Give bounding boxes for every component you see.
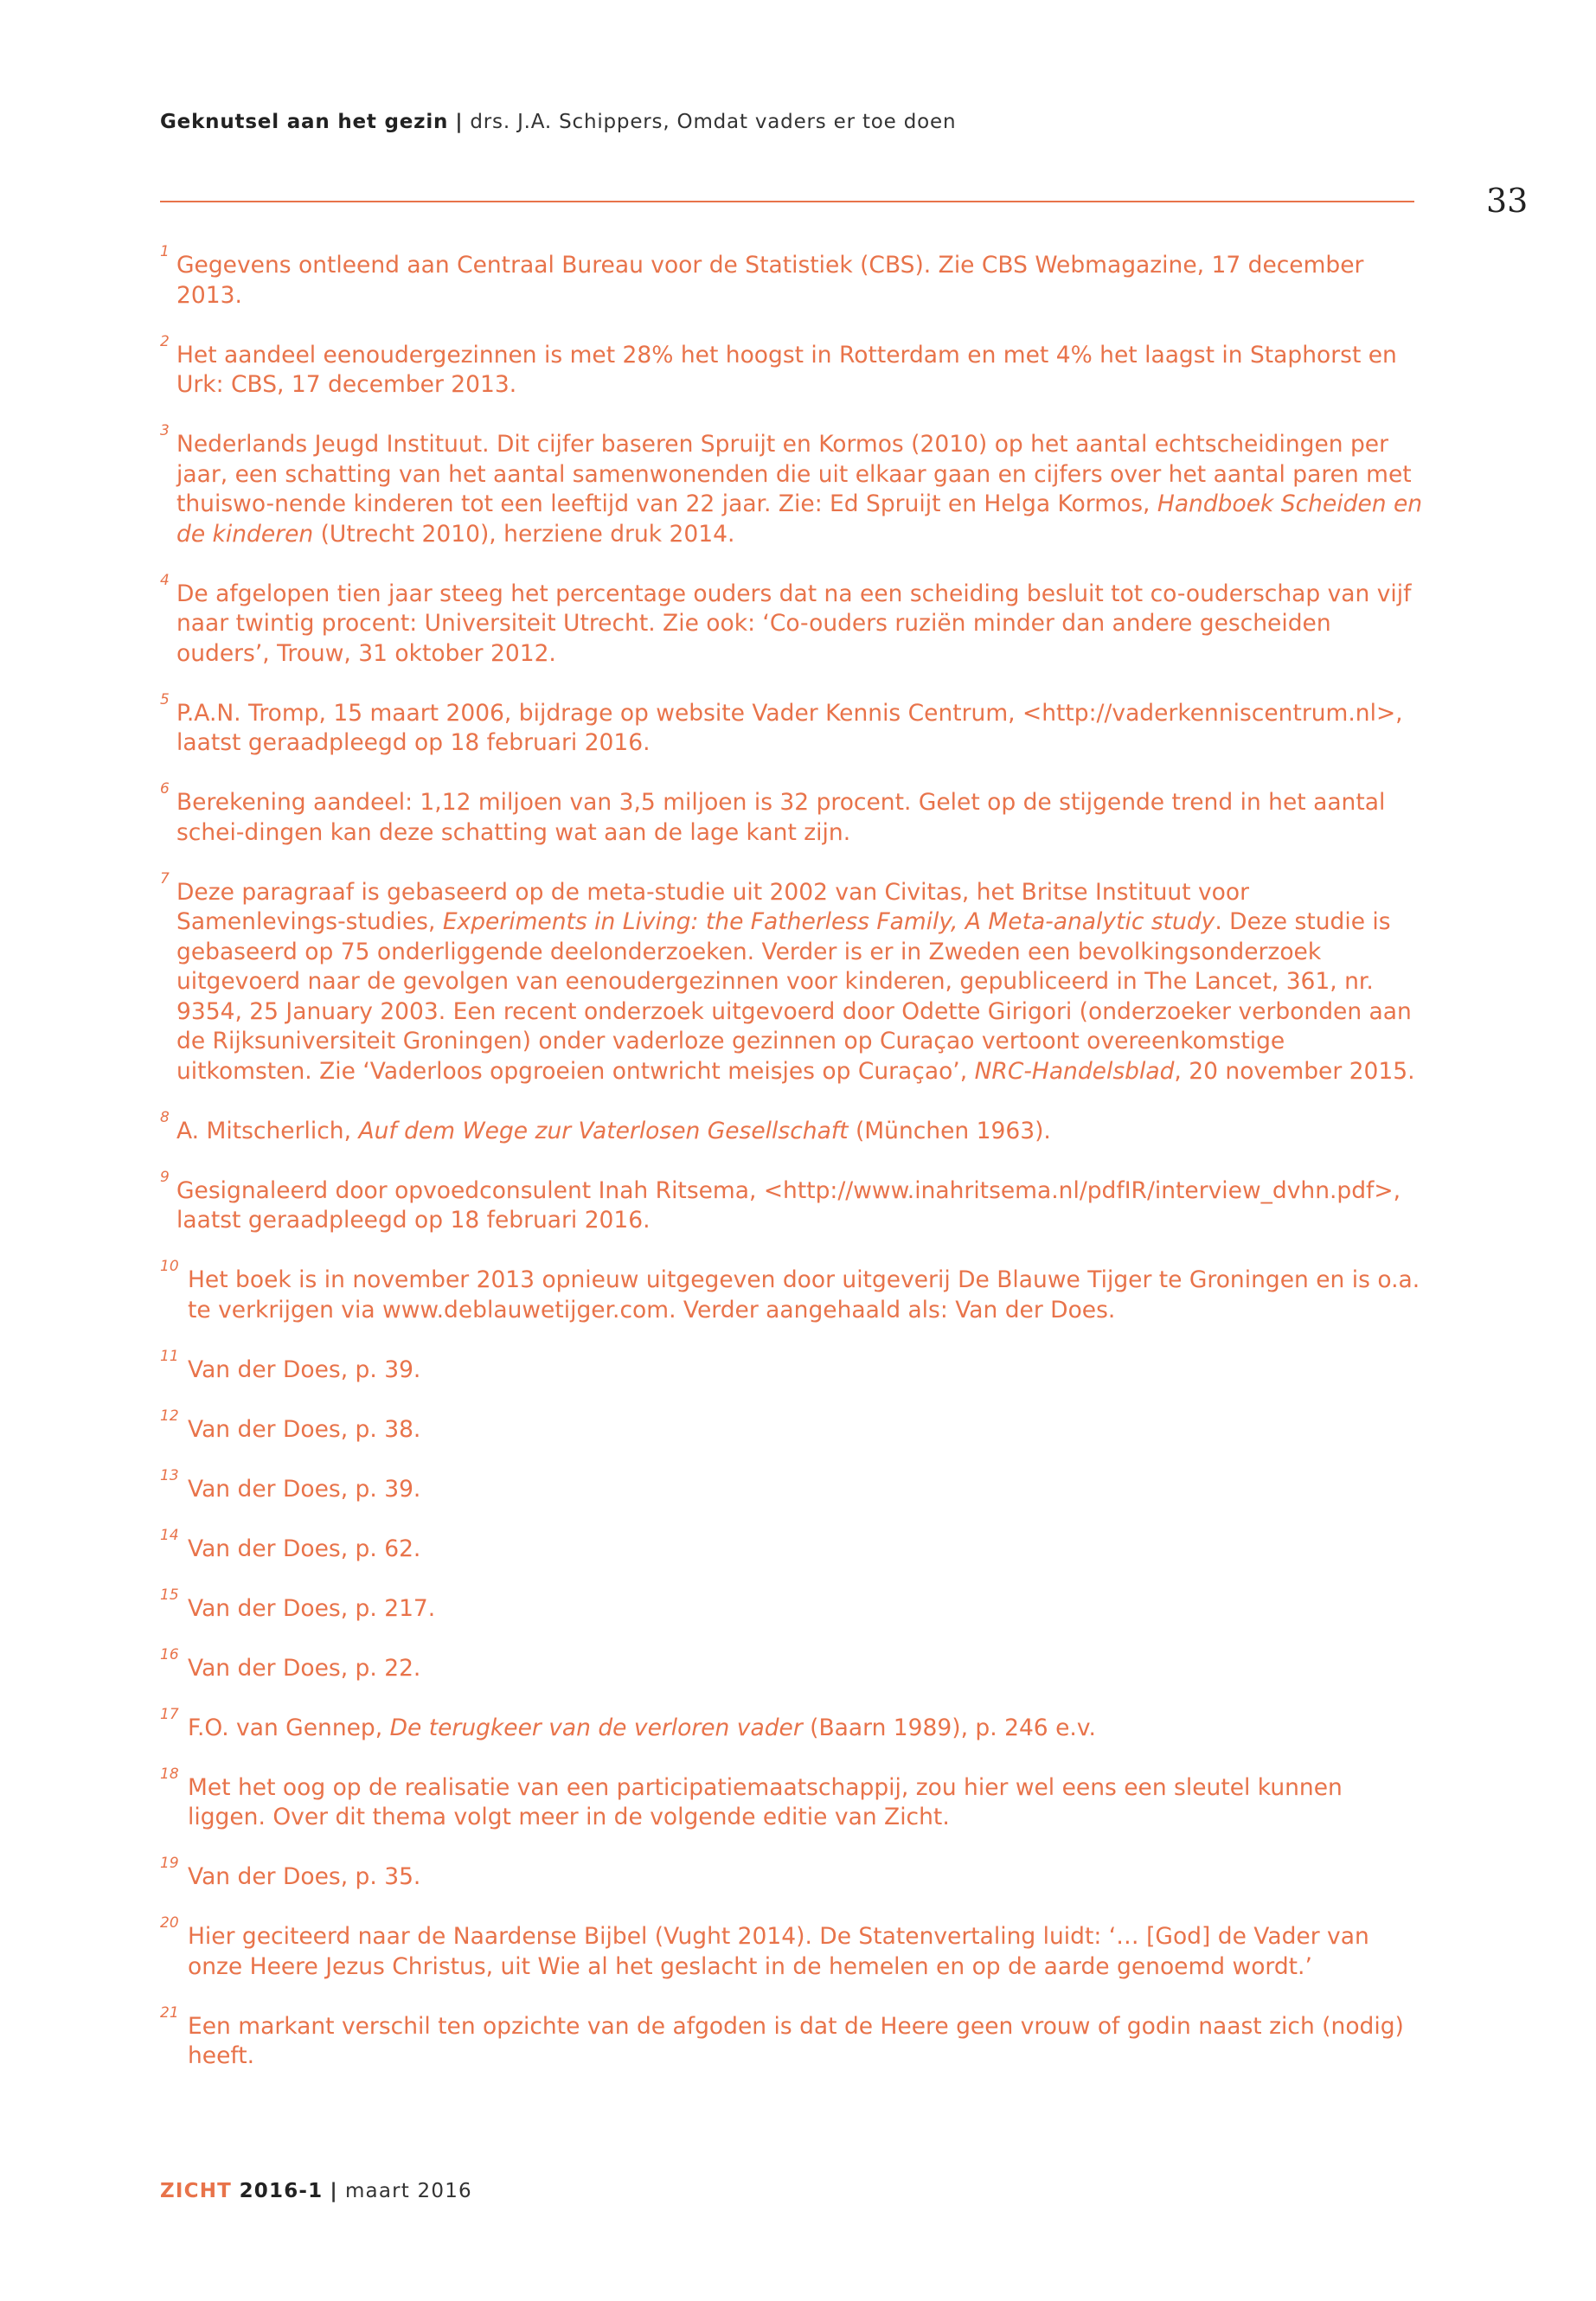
footnote-number: 7 xyxy=(160,869,170,888)
footnotes-list xyxy=(160,243,1423,2101)
footnote xyxy=(160,1168,1423,1236)
header-title: Geknutsel aan het gezin xyxy=(160,111,449,133)
footnote-text: Van der Does, p. 38. xyxy=(188,1415,421,1443)
footnote xyxy=(160,780,1423,848)
footnote-number: 19 xyxy=(160,1855,179,1872)
footnote-number: 20 xyxy=(160,1914,179,1932)
footer-issue: 2016-1 xyxy=(239,2180,324,2202)
footnote-number: 17 xyxy=(160,1705,179,1723)
footnote-text: Van der Does, p. 22. xyxy=(188,1654,421,1682)
footnote xyxy=(160,1586,1423,1625)
footnote-number: 12 xyxy=(160,1407,179,1425)
footnote-text: Het boek is in november 2013 opnieuw uitgegeven door uitgeverij De Blauwe Tijger te Groningen en is o.a. te verkrijgen via www.deblauwetijger.com. Verder aangehaald als: Van der Does. xyxy=(188,1266,1420,1324)
header-rule xyxy=(160,201,1414,202)
footnote-title: Handboek Scheiden en de kinderen xyxy=(176,490,1423,548)
footnote xyxy=(160,332,1423,401)
footnote-number: 5 xyxy=(160,690,170,708)
footnote xyxy=(160,422,1423,549)
footnote-number: 6 xyxy=(160,780,170,798)
footnote-number: 8 xyxy=(160,1108,170,1126)
footnote-text: F.O. van Gennep, xyxy=(188,1714,390,1741)
footnote-number: 2 xyxy=(160,332,170,350)
footnote-text: (Baarn 1989), p. 246 e.v. xyxy=(802,1714,1096,1741)
footnote-text: Met het oog op de realisatie van een participatiemaatschappij, zou hier wel eens een sleutel kunnen liggen. Over dit thema volgt meer in de volgende editie van Zicht. xyxy=(188,1773,1343,1830)
footnote-number: 18 xyxy=(160,1765,179,1783)
footnote xyxy=(160,869,1423,1087)
footnote xyxy=(160,1108,1423,1147)
footnote xyxy=(160,1914,1423,1982)
footnote-text: , 20 november 2015. xyxy=(1174,1057,1415,1085)
footnote-number: 15 xyxy=(160,1586,179,1604)
page-number: 33 xyxy=(1486,182,1529,220)
footnote-number: 9 xyxy=(160,1168,170,1186)
footnote-number: 3 xyxy=(160,422,170,439)
footnote-text: (Utrecht 2010), herziene druk 2014. xyxy=(313,520,735,548)
footnote-number: 10 xyxy=(160,1258,179,1275)
header-author: drs. J.A. Schippers, Omdat vaders er toe doen xyxy=(470,111,957,133)
footnote-text: Hier geciteerd naar de Naardense Bijbel (Vught 2014). De Statenvertaling luidt: ‘… [God] de Vader van onze Heere Jezus Christus, uit Wie al het geslacht in de hemelen en op de aarde genoemd wordt.’ xyxy=(188,1923,1369,1980)
footnote-text: (München 1963). xyxy=(848,1117,1051,1144)
running-footer xyxy=(160,2180,472,2202)
footnote-text: Berekening aandeel: 1,12 miljoen van 3,5 miljoen is 32 procent. Gelet op de stijgende trend in het aantal schei-dingen kan deze schatting wat aan de lage kant zijn. xyxy=(176,789,1386,846)
footnote xyxy=(160,1855,1423,1893)
footnote-number: 1 xyxy=(160,243,170,260)
footnote-text: Van der Does, p. 217. xyxy=(188,1594,436,1622)
footer-brand: ZICHT xyxy=(160,2180,233,2202)
footnote-title: Auf dem Wege zur Vaterlosen Gesellschaft xyxy=(358,1117,849,1144)
footnote-number: 21 xyxy=(160,2003,179,2022)
footnote-number: 13 xyxy=(160,1466,179,1484)
footnote xyxy=(160,1645,1423,1684)
footnote xyxy=(160,2003,1423,2072)
footnote-title: De terugkeer van de verloren vader xyxy=(389,1714,803,1741)
footnote xyxy=(160,1765,1423,1833)
footnote-number: 4 xyxy=(160,571,170,589)
footnote-text: Van der Does, p. 39. xyxy=(188,1356,421,1383)
footnote-text: Van der Does, p. 62. xyxy=(188,1535,421,1562)
running-header xyxy=(160,111,956,133)
footnote-text: De afgelopen tien jaar steeg het percentage ouders dat na een scheiding besluit tot co-ouderschap van vijf naar twintig procent: Universiteit Utrecht. Zie ook: ‘Co-ouders ruziën minder dan andere gescheiden ouders’, Trouw, 31 oktober 2012. xyxy=(176,580,1412,667)
footnote-text: Een markant verschil ten opzichte van de afgoden is dat de Heere geen vrouw of godin naast zich (nodig) heeft. xyxy=(188,2012,1404,2069)
footnote xyxy=(160,1407,1423,1445)
footnote-text: Deze paragraaf is gebaseerd op de meta-studie uit 2002 van Civitas, het Britse Instituut voor Samenlevings-studies, xyxy=(176,878,1249,935)
header-separator: | xyxy=(455,111,464,133)
footnote-number: 11 xyxy=(160,1347,179,1365)
footnote-text: Nederlands Jeugd Instituut. Dit cijfer baseren Spruijt en Kormos (2010) op het aantal echtscheidingen per jaar, een schatting van het aantal samenwonenden die uit elkaar gaan en cijfers over het aantal paren met thuiswo-nende kinderen tot een leeftijd van 22 jaar. Zie: Ed Spruijt en Helga Kormos, xyxy=(176,431,1412,517)
footnote-text: Het aandeel eenoudergezinnen is met 28% het hoogst in Rotterdam en met 4% het laagst in Staphorst en Urk: CBS, 17 december 2013. xyxy=(176,341,1397,398)
footnote xyxy=(160,243,1423,311)
footnote xyxy=(160,1526,1423,1565)
footnote-text: Gesignaleerd door opvoedconsulent Inah Ritsema, <http://www.inahritsema.nl/pdfIR/interview_dvhn.pdf>, laatst geraadpleegd op 18 februari 2016. xyxy=(176,1176,1401,1234)
footnote xyxy=(160,1347,1423,1386)
footnote-number: 14 xyxy=(160,1526,179,1544)
footnote-number: 16 xyxy=(160,1645,179,1663)
footnote-text: P.A.N. Tromp, 15 maart 2006, bijdrage op website Vader Kennis Centrum, <http://vaderkenniscentrum.nl>, laatst geraadpleegd op 18 februari 2016. xyxy=(176,699,1403,756)
footnote xyxy=(160,1466,1423,1505)
footnote-title: NRC-Handelsblad xyxy=(974,1057,1175,1085)
footer-separator: | xyxy=(330,2180,338,2202)
footnote-text: . Deze studie is gebaseerd op 75 onderliggende deelonderzoeken. Verder is er in Zweden een bevolkingsonderzoek uitgevoerd naar de gevolgen van eenoudergezinnen voor kinderen, gepubliceerd in The Lancet, 361, nr. 9354, 25 January 2003. Een recent onderzoek uitgevoerd door Odette Girigori (onderzoeker verbonden aan de Rijksuniversiteit Groningen) onder vaderloze gezinnen op Curaçao vertoont overeenkomstige uitkomsten. Zie ‘Vaderloos opgroeien ontwricht meisjes op Curaçao’, xyxy=(176,908,1412,1085)
footnote xyxy=(160,690,1423,759)
footnote xyxy=(160,1705,1423,1744)
footnote-text: Gegevens ontleend aan Centraal Bureau voor de Statistiek (CBS). Zie CBS Webmagazine, 17 december 2013. xyxy=(176,252,1364,309)
footnote xyxy=(160,571,1423,670)
footer-date: maart 2016 xyxy=(344,2180,472,2202)
footnote-text: A. Mitscherlich, xyxy=(176,1117,359,1144)
footnote xyxy=(160,1258,1423,1325)
footnote-text: Van der Does, p. 35. xyxy=(188,1863,421,1890)
footnote-text: Van der Does, p. 39. xyxy=(188,1475,421,1503)
footnote-title: Experiments in Living: the Fatherless Family, A Meta-analytic study xyxy=(442,908,1215,935)
